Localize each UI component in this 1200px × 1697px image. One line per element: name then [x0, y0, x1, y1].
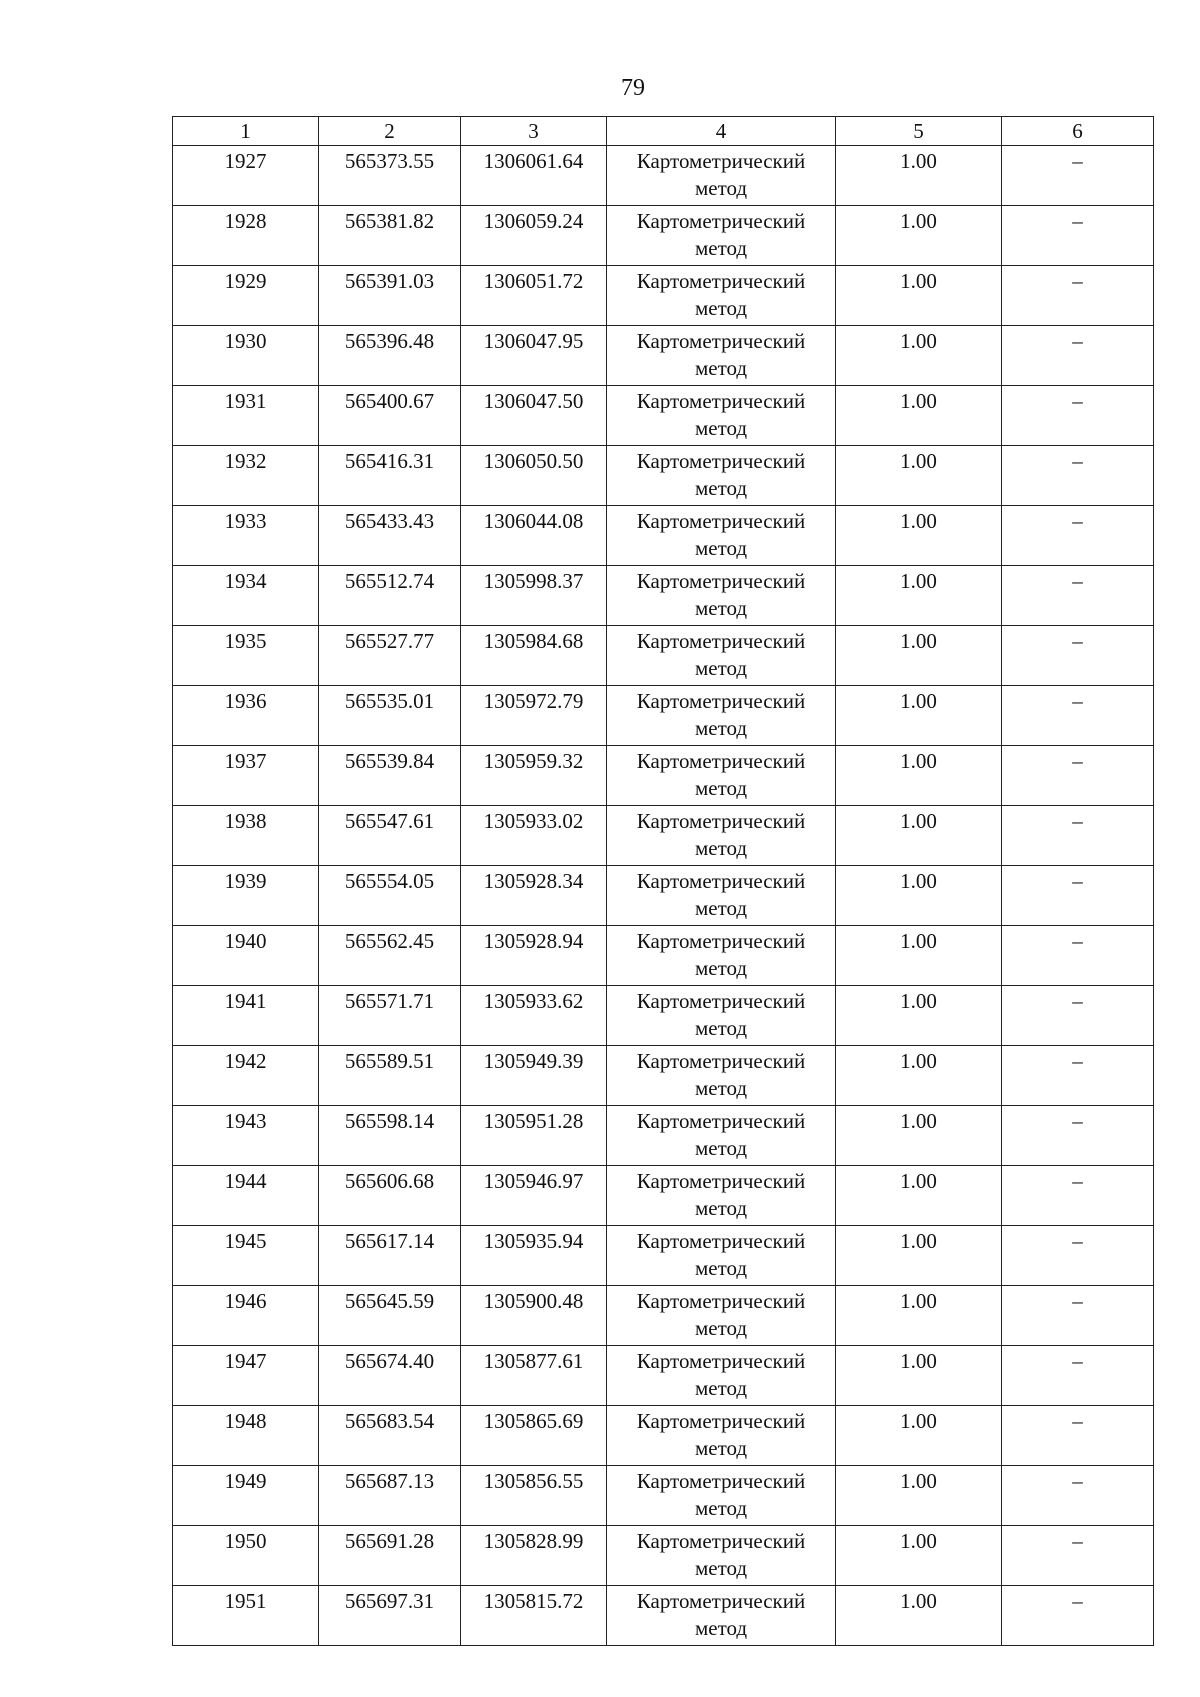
method-text: метод [694, 956, 748, 980]
method-text: Картометрический [636, 1229, 806, 1253]
accuracy-cell: 1.00 [836, 1586, 1002, 1646]
note-cell: – [1002, 986, 1154, 1046]
note-cell: – [1002, 626, 1154, 686]
point-number-cell: 1948 [173, 1406, 319, 1466]
x-coordinate-cell: 565645.59 [319, 1286, 461, 1346]
table-row [173, 386, 1154, 446]
method-cell [607, 626, 836, 686]
method-text: метод [694, 1556, 748, 1580]
point-number-cell: 1934 [173, 566, 319, 626]
method-text: метод [694, 1256, 748, 1280]
note-cell: – [1002, 1226, 1154, 1286]
point-number-cell: 1927 [173, 146, 319, 206]
method-cell [607, 1226, 836, 1286]
note-cell: – [1002, 1586, 1154, 1646]
point-number-cell: 1931 [173, 386, 319, 446]
method-text: Картометрический [636, 329, 806, 353]
table-row [173, 806, 1154, 866]
note-cell: – [1002, 1466, 1154, 1526]
method-cell [607, 1526, 836, 1586]
method-cell [607, 806, 836, 866]
point-number-cell: 1928 [173, 206, 319, 266]
column-header: 5 [836, 117, 1002, 146]
note-cell: – [1002, 206, 1154, 266]
table-row [173, 506, 1154, 566]
table-row [173, 686, 1154, 746]
point-number-cell: 1937 [173, 746, 319, 806]
method-text: Картометрический [636, 629, 806, 653]
point-number-cell: 1947 [173, 1346, 319, 1406]
table-row [173, 1346, 1154, 1406]
y-coordinate-cell: 1306051.72 [461, 266, 607, 326]
x-coordinate-cell: 565571.71 [319, 986, 461, 1046]
method-text: Картометрический [636, 269, 806, 293]
method-text: метод [694, 1316, 748, 1340]
page-number: 79 [621, 75, 645, 101]
point-number-cell: 1945 [173, 1226, 319, 1286]
x-coordinate-cell: 565674.40 [319, 1346, 461, 1406]
table-row [173, 146, 1154, 206]
method-cell [607, 1166, 836, 1226]
point-number-cell: 1936 [173, 686, 319, 746]
point-number-cell: 1941 [173, 986, 319, 1046]
table-row [173, 1406, 1154, 1466]
column-header: 2 [319, 117, 461, 146]
y-coordinate-cell: 1305933.62 [461, 986, 607, 1046]
column-header: 4 [607, 117, 836, 146]
point-number-cell: 1942 [173, 1046, 319, 1106]
note-cell: – [1002, 746, 1154, 806]
note-cell: – [1002, 806, 1154, 866]
accuracy-cell: 1.00 [836, 986, 1002, 1046]
note-cell: – [1002, 146, 1154, 206]
note-cell: – [1002, 446, 1154, 506]
method-text: Картометрический [636, 1589, 806, 1613]
point-number-cell: 1929 [173, 266, 319, 326]
y-coordinate-cell: 1305933.02 [461, 806, 607, 866]
x-coordinate-cell: 565554.05 [319, 866, 461, 926]
y-coordinate-cell: 1305998.37 [461, 566, 607, 626]
accuracy-cell: 1.00 [836, 926, 1002, 986]
method-cell [607, 386, 836, 446]
x-coordinate-cell: 565547.61 [319, 806, 461, 866]
method-cell [607, 1286, 836, 1346]
method-text: Картометрический [636, 1469, 806, 1493]
note-cell: – [1002, 1166, 1154, 1226]
x-coordinate-cell: 565687.13 [319, 1466, 461, 1526]
x-coordinate-cell: 565598.14 [319, 1106, 461, 1166]
method-cell [607, 1466, 836, 1526]
x-coordinate-cell: 565589.51 [319, 1046, 461, 1106]
note-cell: – [1002, 1286, 1154, 1346]
method-text: метод [694, 716, 748, 740]
accuracy-cell: 1.00 [836, 506, 1002, 566]
method-cell [607, 986, 836, 1046]
note-cell: – [1002, 506, 1154, 566]
accuracy-cell: 1.00 [836, 1106, 1002, 1166]
x-coordinate-cell: 565416.31 [319, 446, 461, 506]
method-text: метод [694, 1196, 748, 1220]
y-coordinate-cell: 1305951.28 [461, 1106, 607, 1166]
method-cell [607, 686, 836, 746]
y-coordinate-cell: 1305928.94 [461, 926, 607, 986]
x-coordinate-cell: 565617.14 [319, 1226, 461, 1286]
x-coordinate-cell: 565433.43 [319, 506, 461, 566]
point-number-cell: 1933 [173, 506, 319, 566]
accuracy-cell: 1.00 [836, 1286, 1002, 1346]
column-header: 1 [173, 117, 319, 146]
method-text: Картометрический [636, 689, 806, 713]
method-text: Картометрический [636, 1349, 806, 1373]
accuracy-cell: 1.00 [836, 1466, 1002, 1526]
method-text: метод [694, 536, 748, 560]
method-text: метод [694, 1496, 748, 1520]
note-cell: – [1002, 1526, 1154, 1586]
method-text: метод [694, 236, 748, 260]
accuracy-cell: 1.00 [836, 1226, 1002, 1286]
point-number-cell: 1932 [173, 446, 319, 506]
method-text: метод [694, 1436, 748, 1460]
y-coordinate-cell: 1306050.50 [461, 446, 607, 506]
method-text: метод [694, 356, 748, 380]
table-row [173, 1166, 1154, 1226]
note-cell: – [1002, 1046, 1154, 1106]
table-row [173, 746, 1154, 806]
y-coordinate-cell: 1305972.79 [461, 686, 607, 746]
accuracy-cell: 1.00 [836, 1406, 1002, 1466]
method-text: Картометрический [636, 1409, 806, 1433]
y-coordinate-cell: 1305984.68 [461, 626, 607, 686]
table-row [173, 566, 1154, 626]
method-cell [607, 926, 836, 986]
y-coordinate-cell: 1305935.94 [461, 1226, 607, 1286]
point-number-cell: 1940 [173, 926, 319, 986]
table-header-row [173, 117, 1154, 146]
y-coordinate-cell: 1306061.64 [461, 146, 607, 206]
y-coordinate-cell: 1305877.61 [461, 1346, 607, 1406]
point-number-cell: 1946 [173, 1286, 319, 1346]
method-text: метод [694, 1376, 748, 1400]
accuracy-cell: 1.00 [836, 686, 1002, 746]
note-cell: – [1002, 326, 1154, 386]
accuracy-cell: 1.00 [836, 446, 1002, 506]
x-coordinate-cell: 565697.31 [319, 1586, 461, 1646]
note-cell: – [1002, 386, 1154, 446]
note-cell: – [1002, 686, 1154, 746]
table-row [173, 926, 1154, 986]
column-header: 6 [1002, 117, 1154, 146]
accuracy-cell: 1.00 [836, 1166, 1002, 1226]
method-text: метод [694, 656, 748, 680]
y-coordinate-cell: 1305946.97 [461, 1166, 607, 1226]
point-number-cell: 1938 [173, 806, 319, 866]
table-row [173, 1286, 1154, 1346]
table-row [173, 1526, 1154, 1586]
table-row [173, 626, 1154, 686]
accuracy-cell: 1.00 [836, 1346, 1002, 1406]
method-text: Картометрический [636, 569, 806, 593]
accuracy-cell: 1.00 [836, 746, 1002, 806]
method-cell [607, 1106, 836, 1166]
method-text: метод [694, 416, 748, 440]
y-coordinate-cell: 1306047.50 [461, 386, 607, 446]
accuracy-cell: 1.00 [836, 806, 1002, 866]
method-text: метод [694, 836, 748, 860]
method-cell [607, 206, 836, 266]
y-coordinate-cell: 1306047.95 [461, 326, 607, 386]
method-text: Картометрический [636, 509, 806, 533]
method-text: метод [694, 596, 748, 620]
method-text: Картометрический [636, 209, 806, 233]
point-number-cell: 1930 [173, 326, 319, 386]
method-text: метод [694, 296, 748, 320]
y-coordinate-cell: 1305900.48 [461, 1286, 607, 1346]
accuracy-cell: 1.00 [836, 566, 1002, 626]
method-text: метод [694, 1016, 748, 1040]
accuracy-cell: 1.00 [836, 206, 1002, 266]
accuracy-cell: 1.00 [836, 626, 1002, 686]
accuracy-cell: 1.00 [836, 866, 1002, 926]
y-coordinate-cell: 1306059.24 [461, 206, 607, 266]
method-text: Картометрический [636, 1109, 806, 1133]
x-coordinate-cell: 565683.54 [319, 1406, 461, 1466]
x-coordinate-cell: 565391.03 [319, 266, 461, 326]
method-text: Картометрический [636, 809, 806, 833]
method-text: метод [694, 896, 748, 920]
table-row [173, 1226, 1154, 1286]
method-text: Картометрический [636, 929, 806, 953]
table-row [173, 1106, 1154, 1166]
method-text: метод [694, 776, 748, 800]
method-text: Картометрический [636, 1289, 806, 1313]
point-number-cell: 1935 [173, 626, 319, 686]
x-coordinate-cell: 565512.74 [319, 566, 461, 626]
y-coordinate-cell: 1305856.55 [461, 1466, 607, 1526]
point-number-cell: 1951 [173, 1586, 319, 1646]
note-cell: – [1002, 1406, 1154, 1466]
table-row [173, 326, 1154, 386]
point-number-cell: 1939 [173, 866, 319, 926]
note-cell: – [1002, 266, 1154, 326]
method-cell [607, 1046, 836, 1106]
y-coordinate-cell: 1306044.08 [461, 506, 607, 566]
accuracy-cell: 1.00 [836, 146, 1002, 206]
x-coordinate-cell: 565535.01 [319, 686, 461, 746]
method-text: Картометрический [636, 149, 806, 173]
point-number-cell: 1943 [173, 1106, 319, 1166]
table-row [173, 446, 1154, 506]
method-text: Картометрический [636, 449, 806, 473]
method-cell [607, 146, 836, 206]
method-text: метод [694, 1076, 748, 1100]
method-text: Картометрический [636, 749, 806, 773]
x-coordinate-cell: 565562.45 [319, 926, 461, 986]
x-coordinate-cell: 565691.28 [319, 1526, 461, 1586]
method-cell [607, 266, 836, 326]
table-row [173, 1046, 1154, 1106]
x-coordinate-cell: 565539.84 [319, 746, 461, 806]
x-coordinate-cell: 565381.82 [319, 206, 461, 266]
accuracy-cell: 1.00 [836, 266, 1002, 326]
point-number-cell: 1949 [173, 1466, 319, 1526]
accuracy-cell: 1.00 [836, 326, 1002, 386]
y-coordinate-cell: 1305865.69 [461, 1406, 607, 1466]
note-cell: – [1002, 866, 1154, 926]
table-row [173, 1586, 1154, 1646]
method-cell [607, 326, 836, 386]
point-number-cell: 1944 [173, 1166, 319, 1226]
method-text: метод [694, 176, 748, 200]
method-cell [607, 506, 836, 566]
method-cell [607, 1346, 836, 1406]
x-coordinate-cell: 565373.55 [319, 146, 461, 206]
method-text: метод [694, 1136, 748, 1160]
y-coordinate-cell: 1305815.72 [461, 1586, 607, 1646]
table-row [173, 986, 1154, 1046]
method-cell [607, 446, 836, 506]
coordinates-table [172, 116, 1154, 1646]
note-cell: – [1002, 926, 1154, 986]
column-header: 3 [461, 117, 607, 146]
accuracy-cell: 1.00 [836, 386, 1002, 446]
note-cell: – [1002, 1346, 1154, 1406]
note-cell: – [1002, 566, 1154, 626]
x-coordinate-cell: 565527.77 [319, 626, 461, 686]
method-text: метод [694, 476, 748, 500]
x-coordinate-cell: 565606.68 [319, 1166, 461, 1226]
method-text: Картометрический [636, 389, 806, 413]
point-number-cell: 1950 [173, 1526, 319, 1586]
method-text: Картометрический [636, 989, 806, 1013]
table-row [173, 266, 1154, 326]
table-row [173, 866, 1154, 926]
method-cell [607, 746, 836, 806]
accuracy-cell: 1.00 [836, 1526, 1002, 1586]
note-cell: – [1002, 1106, 1154, 1166]
y-coordinate-cell: 1305949.39 [461, 1046, 607, 1106]
x-coordinate-cell: 565396.48 [319, 326, 461, 386]
method-text: метод [694, 1616, 748, 1640]
x-coordinate-cell: 565400.67 [319, 386, 461, 446]
y-coordinate-cell: 1305828.99 [461, 1526, 607, 1586]
method-cell [607, 566, 836, 626]
table-row [173, 206, 1154, 266]
y-coordinate-cell: 1305928.34 [461, 866, 607, 926]
method-text: Картометрический [636, 869, 806, 893]
method-text: Картометрический [636, 1529, 806, 1553]
method-cell [607, 866, 836, 926]
method-cell [607, 1586, 836, 1646]
table-row [173, 1466, 1154, 1526]
method-cell [607, 1406, 836, 1466]
method-text: Картометрический [636, 1049, 806, 1073]
method-text: Картометрический [636, 1169, 806, 1193]
accuracy-cell: 1.00 [836, 1046, 1002, 1106]
y-coordinate-cell: 1305959.32 [461, 746, 607, 806]
